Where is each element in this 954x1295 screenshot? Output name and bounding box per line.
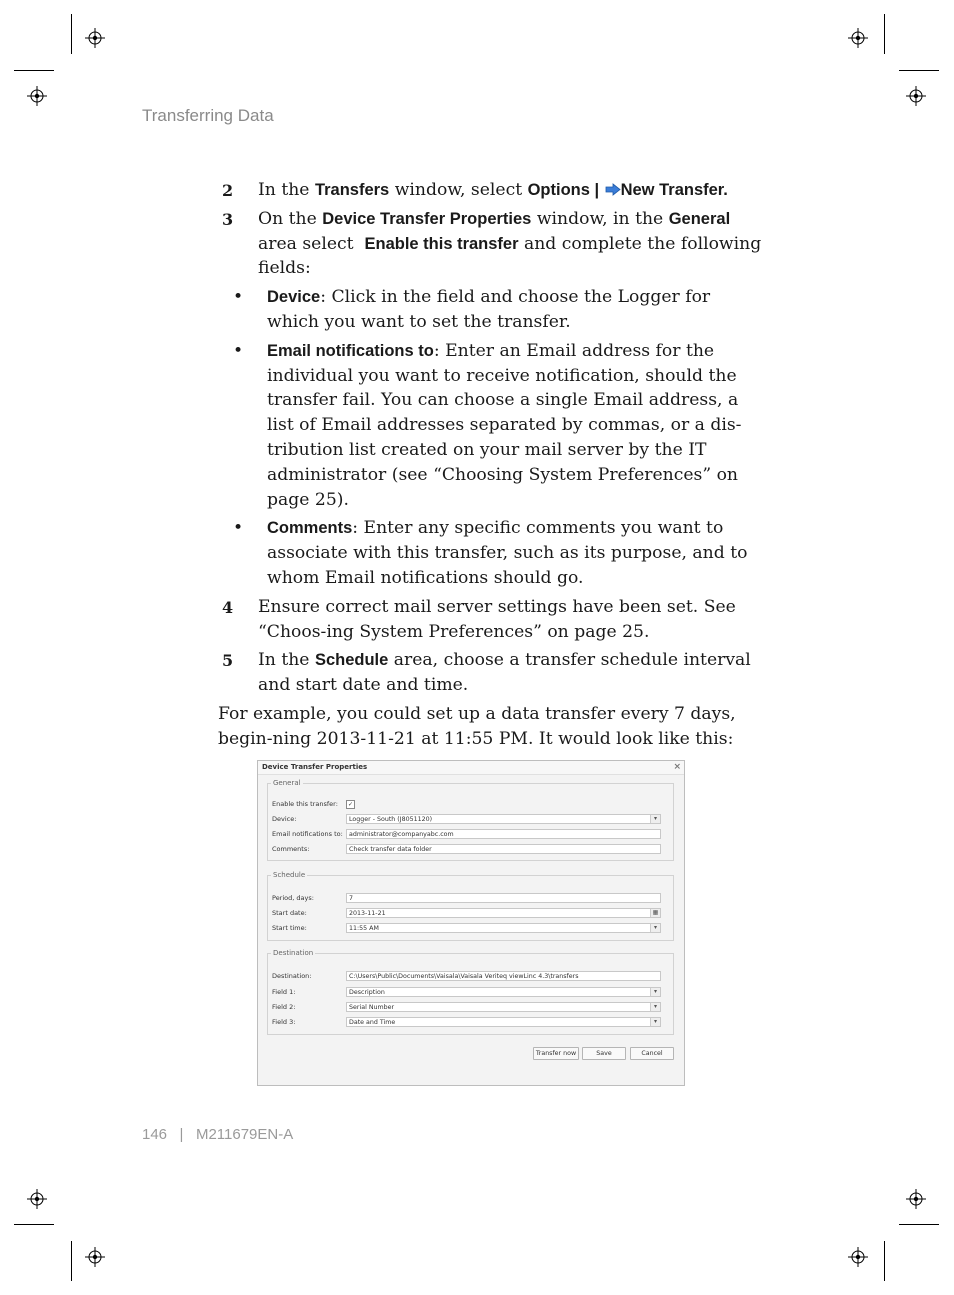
field-label: Field 2: <box>272 1003 296 1011</box>
start-time-select[interactable] <box>346 923 661 933</box>
field-label: Enable this transfer: <box>272 800 338 808</box>
list-item <box>218 516 763 590</box>
field-label: Field 3: <box>272 1018 296 1026</box>
ui-term: Options | <box>527 181 600 199</box>
step-text: On the <box>258 208 323 229</box>
step-text: window, select <box>389 180 528 200</box>
step-text: window, in the <box>531 208 669 229</box>
step-text: In the <box>258 180 315 200</box>
step-number: 4 <box>222 597 234 617</box>
list-item <box>218 285 763 335</box>
step-text: and complete the following fields: <box>258 233 762 279</box>
step-text: Ensure correct mail server settings have been set. See “Choos-ing System Preferences” on page 25. <box>258 596 736 642</box>
calendar-icon[interactable]: ▦ <box>650 909 660 917</box>
crop-mark <box>71 14 72 54</box>
general-group <box>267 779 674 861</box>
registration-target-icon <box>848 28 868 48</box>
ui-term: New Transfer. <box>620 181 728 199</box>
field-label: Period, days: <box>272 894 314 902</box>
list-text: : Enter any specific comments you want to associate with this transfer, such as its purpose, and to whom Email notifications should go. <box>267 518 748 588</box>
field-value: Description <box>349 989 385 996</box>
field-value: Date and Time <box>349 1019 396 1026</box>
registration-target-icon <box>27 1189 47 1209</box>
field-label: Comments: <box>272 845 310 853</box>
page-number: 146 <box>142 1126 168 1143</box>
ui-term: Device Transfer Properties <box>322 209 532 228</box>
ui-term: Schedule <box>314 651 389 670</box>
bullet: • <box>233 518 244 539</box>
ui-term: General <box>668 209 731 228</box>
step-text: area select <box>258 233 360 254</box>
crop-mark <box>899 70 939 71</box>
list-text: : Enter an Email address for the individual you want to receive notification, should the transfer fail. You can choose a single Email address, a list of Email addresses separated by commas, or a dis-tribution list created on your mail server by the IT administrator (see “Choosing System Preferences” on page 25). <box>267 340 742 510</box>
field-label: Start time: <box>272 924 307 932</box>
close-icon[interactable]: × <box>673 762 681 772</box>
destination-field[interactable]: C:\Users\Public\Documents\Vaisala\Vaisala Veriteq viewLinc 4.3\transfers <box>346 971 661 981</box>
crop-mark <box>71 1241 72 1281</box>
page-footer <box>142 1126 293 1143</box>
ui-term: Transfers <box>314 181 390 199</box>
field-label: Start date: <box>272 909 307 917</box>
running-header: Transferring Data <box>142 106 274 125</box>
group-legend: General <box>273 779 301 787</box>
enable-row <box>272 799 670 811</box>
registration-target-icon <box>848 1247 868 1267</box>
start-date-row <box>272 908 670 920</box>
step-2 <box>218 178 763 203</box>
chevron-down-icon[interactable]: ▾ <box>650 1018 660 1026</box>
device-row <box>272 814 670 826</box>
start-date-field[interactable] <box>346 908 661 918</box>
field2-row <box>272 1002 670 1014</box>
period-field[interactable]: 7 <box>346 893 661 903</box>
group-legend: Destination <box>273 949 314 957</box>
step-number: 3 <box>222 209 234 229</box>
save-button[interactable]: Save <box>582 1047 626 1060</box>
crop-mark <box>884 14 885 54</box>
chevron-down-icon[interactable]: ▾ <box>650 815 660 823</box>
field-list <box>218 285 763 591</box>
destination-row <box>272 971 670 983</box>
registration-target-icon <box>85 1247 105 1267</box>
step-number: 5 <box>222 651 234 671</box>
transfer-now-button[interactable]: Transfer now <box>533 1047 579 1060</box>
field-value: 11:55 AM <box>349 925 379 932</box>
registration-target-icon <box>906 1189 926 1209</box>
destination-group <box>267 949 674 1035</box>
field-label: Destination: <box>272 972 312 980</box>
crop-mark <box>14 70 54 71</box>
field-value: 2013-11-21 <box>349 910 386 917</box>
ui-term: Device <box>267 288 321 307</box>
enable-transfer-checkbox[interactable]: ✓ <box>347 801 354 808</box>
field-value: Serial Number <box>349 1004 395 1011</box>
dialog-title: Device Transfer Properties <box>262 763 368 771</box>
step-4 <box>218 595 763 645</box>
field-label: Email notifications to: <box>272 830 343 838</box>
start-time-row <box>272 923 670 935</box>
comments-row <box>272 844 670 856</box>
example-paragraph: For example, you could set up a data transfer every 7 days, begin-ning 2013-11-21 at 11:55 PM. It would look like this: <box>218 703 736 749</box>
chevron-down-icon[interactable]: ▾ <box>650 988 660 996</box>
registration-target-icon <box>906 86 926 106</box>
bullet: • <box>233 340 244 361</box>
period-row <box>272 893 670 905</box>
main-content <box>218 178 763 752</box>
list-text: : Click in the field and choose the Logger for which you want to set the transfer. <box>267 287 711 332</box>
field-value: Logger - South (J8051120) <box>349 816 433 823</box>
ui-term: Comments <box>267 519 353 538</box>
bullet: • <box>233 287 244 308</box>
device-select[interactable] <box>346 814 661 824</box>
registration-target-icon <box>27 86 47 106</box>
field-label: Device: <box>272 815 297 823</box>
email-row <box>272 829 670 841</box>
group-legend: Schedule <box>273 871 306 879</box>
step-5 <box>218 648 763 698</box>
crop-mark <box>899 1224 939 1225</box>
document-code: M211679EN-A <box>195 1126 294 1143</box>
arrow-right-icon <box>605 183 621 196</box>
footer-separator: | <box>179 1126 184 1143</box>
field3-row <box>272 1017 670 1029</box>
crop-mark <box>14 1224 54 1225</box>
step-3 <box>218 207 763 281</box>
crop-mark <box>884 1241 885 1281</box>
step-number: 2 <box>222 181 234 200</box>
field2-select[interactable] <box>346 1002 661 1012</box>
list-item <box>218 339 763 513</box>
field1-row <box>272 987 670 999</box>
cancel-button[interactable]: Cancel <box>630 1047 674 1060</box>
step-text: In the <box>258 650 315 671</box>
chevron-down-icon[interactable]: ▾ <box>650 924 660 932</box>
field-label: Field 1: <box>272 988 296 996</box>
step-text: area, choose a transfer schedule interval and start date and time. <box>258 650 751 696</box>
dialog-titlebar <box>258 761 684 775</box>
comments-field[interactable]: Check transfer data folder <box>346 844 661 854</box>
field3-select[interactable] <box>346 1017 661 1027</box>
ui-term: Email notifications to <box>267 341 434 360</box>
chevron-down-icon[interactable]: ▾ <box>650 1003 660 1011</box>
registration-target-icon <box>85 28 105 48</box>
email-field[interactable]: administrator@companyabc.com <box>346 829 661 839</box>
ui-term: Enable this transfer <box>364 234 519 253</box>
device-transfer-properties-dialog <box>257 760 685 1086</box>
field1-select[interactable] <box>346 987 661 997</box>
schedule-group <box>267 871 674 941</box>
